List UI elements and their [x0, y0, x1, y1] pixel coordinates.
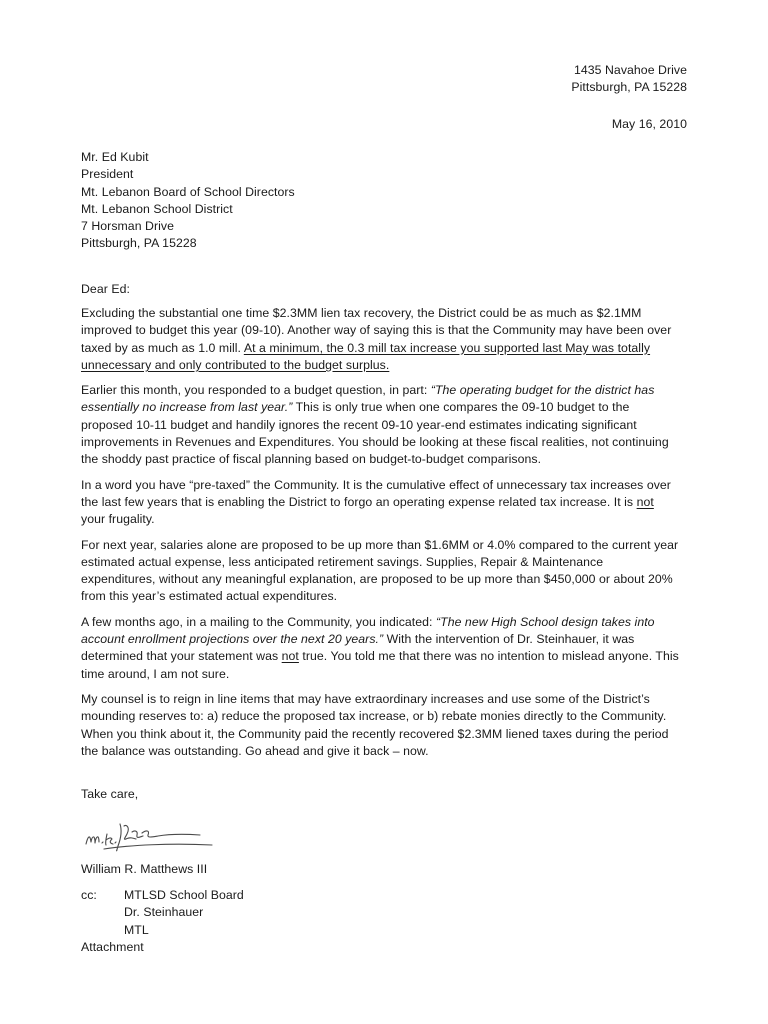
paragraph-6 — [81, 691, 681, 760]
recipient-name: Mr. Ed Kubit — [81, 150, 149, 164]
p1-text: Excluding the substantial one time $2.3MM lien tax recovery, the District could be as much as $2.1MM improved to budget this year (09-10). Another way of saying this is that the Community may have been over taxed by as much as 1.0 mill. — [81, 306, 672, 355]
sender-city: Pittsburgh, PA 15228 — [571, 80, 687, 95]
p2-quote: “The operating budget for the district has essentially no increase from last year.” — [81, 383, 655, 415]
paragraph-5 — [81, 614, 681, 683]
cc-recipient: MTLSD School Board — [124, 888, 244, 902]
closing: Take care, — [81, 787, 139, 801]
p2-lead: Earlier this month, you responded to a budget question, in part: — [81, 383, 431, 398]
recipient-city: Pittsburgh, PA 15228 — [81, 236, 197, 251]
p5-quote: “The new High School design takes into account enrollment projections over the next 20 years.” — [81, 614, 655, 647]
cc-list — [124, 887, 244, 939]
salutation: Dear Ed: — [81, 282, 130, 296]
paragraph-1 — [81, 305, 681, 374]
p5-end: true. You told me that there was no intention to mislead anyone. This time around, I am not sure. — [81, 649, 679, 681]
recipient-board: Mt. Lebanon Board of School Directors — [81, 184, 295, 199]
p2-rest: This is only true when one compares the 09-10 budget to the proposed 10-11 budget and handily ignores the recent 09-10 year-end estimates indicating significant improvements in Revenues and Expenditures. You should be looking at these fiscal realities, not continuing the shoddy past practice of fiscal planning based on budget-to-budget comparisons. — [81, 400, 669, 467]
cc-recipient: MTL — [124, 922, 149, 937]
cc-label: cc: — [81, 888, 97, 902]
p6-text: My counsel is to reign in line items that may have extraordinary increases and use some of the District’s mounding reserves to: a) reduce the proposed tax increase, or b) rebate monies directly to the Community. When you think about it, the Community paid the recently recovered $2.3MM liened taxes during the period the balance was outstanding. Go ahead and give it back – now. — [81, 691, 669, 758]
recipient-street: 7 Horsman Drive — [81, 219, 175, 234]
paragraph-4 — [81, 537, 681, 606]
p3-underlined-word: not — [636, 494, 654, 509]
attachment-note: Attachment — [81, 940, 144, 954]
p3-end: your frugality. — [81, 512, 155, 527]
paragraph-2 — [81, 382, 681, 468]
p1-underlined-text: At a minimum, the 0.3 mill tax increase you supported last May was totally unnecessary and only contributed to the budget surplus. — [81, 340, 651, 372]
p4-text: For next year, salaries alone are proposed to be up more than $1.6MM or 4.0% compared to the current year estimated actual expense, less anticipated retirement savings. Supplies, Repair & Maintenance expenditures, without any meaningful explanation, are proposed to be up more than $450,000 or about 20% from this year’s estimated actual expenditures. — [81, 537, 679, 604]
p5-lead: A few months ago, in a mailing to the Community, you indicated: — [81, 614, 436, 629]
sender-street: 1435 Navahoe Drive — [573, 63, 687, 77]
recipient-address — [81, 149, 295, 253]
signer-name: William R. Matthews III — [81, 862, 208, 876]
recipient-district: Mt. Lebanon School District — [81, 201, 233, 216]
p5-mid: With the intervention of Dr. Steinhauer, it was determined that your statement was — [81, 632, 635, 664]
recipient-title: President — [81, 167, 134, 182]
letter-date: May 16, 2010 — [611, 117, 687, 131]
p5-underlined-word: not — [281, 649, 299, 664]
handwritten-signature — [80, 812, 220, 862]
cc-recipient: Dr. Steinhauer — [124, 905, 204, 920]
p3-text: In a word you have “pre-taxed” the Community. It is the cumulative effect of unnecessary tax increases over the last few years that is enabling the District to forgo an operating expense related tax increase. It is — [81, 477, 671, 509]
paragraph-3 — [81, 477, 681, 529]
letter-body — [81, 305, 681, 768]
sender-address — [0, 62, 687, 97]
